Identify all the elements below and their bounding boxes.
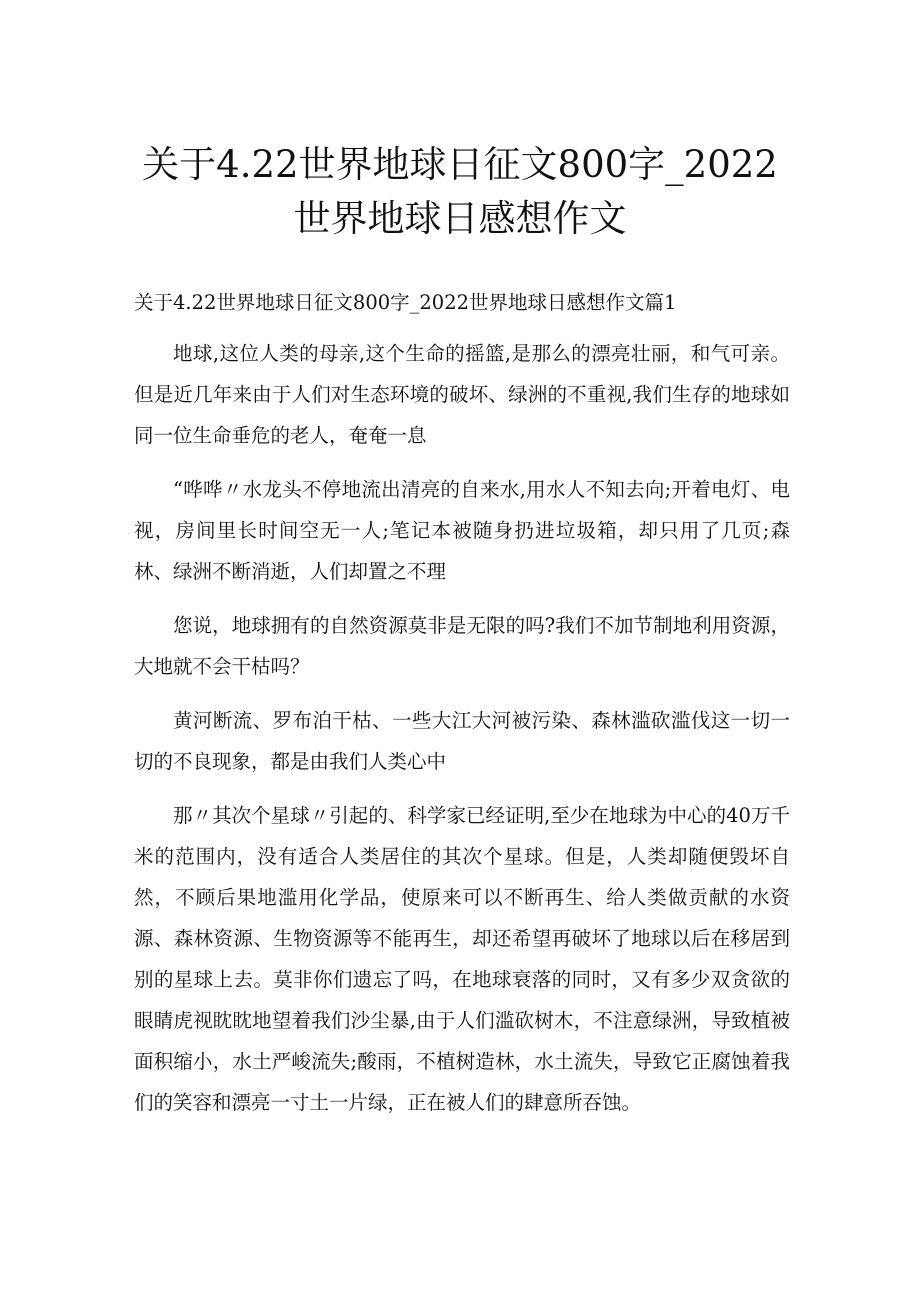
document-title: 关于4.22世界地球日征文800字_2022世界地球日感想作文: [142, 143, 778, 240]
document-body: [134, 333, 790, 1136]
paragraph: “哗哗〃水龙头不停地流出清亮的自来水,用水人不知去向;开着电灯、电视，房间里长时间空无一人;笔记本被随身扔进垃圾箱，却只用了几页;森林、绿洲不断消逝，人们却置之不理: [134, 478, 790, 583]
paragraph: 黄河断流、罗布泊干枯、一些大江大河被污染、森林滥砍滥伐这一切一切的不良现象，都是由我们人类心中: [134, 709, 790, 773]
paragraph: 那〃其次个星球〃引起的、科学家已经证明,至少在地球为中心的40万千米的范围内，没有适合人类居住的其次个星球。但是，人类却随便毁坏自然，不顾后果地滥用化学品，使原来可以不断再生、给人类做贡献的水资源、森林资源、生物资源等不能再生，却还希望再破坏了地球以后在移居到别的星球上去。莫非你们遗忘了吗，在地球衰落的同时，又有多少双贪欲的眼睛虎视眈眈地望着我们沙尘暴,由于人们滥砍树木，不注意绿洲，导致植被面积缩小，水土严峻流失;酸雨，不植树造林，水土流失，导致它正腐蚀着我们的笑容和漂亮一寸土一片绿，正在被人们的肆意所吞蚀。: [134, 804, 790, 1114]
paragraph: 地球,这位人类的母亲,这个生命的摇篮,是那么的漂亮壮丽，和气可亲。但是近几年来由于人们对生态环境的破坏、绿洲的不重视,我们生存的地球如同一位生命垂危的老人，奄奄一息: [134, 342, 790, 447]
paragraph: 您说，地球拥有的自然资源莫非是无限的吗?我们不加节制地利用资源，大地就不会干枯吗？: [134, 614, 790, 678]
document-subtitle: 关于4.22世界地球日征文800字_2022世界地球日感想作文篇1: [134, 291, 677, 314]
